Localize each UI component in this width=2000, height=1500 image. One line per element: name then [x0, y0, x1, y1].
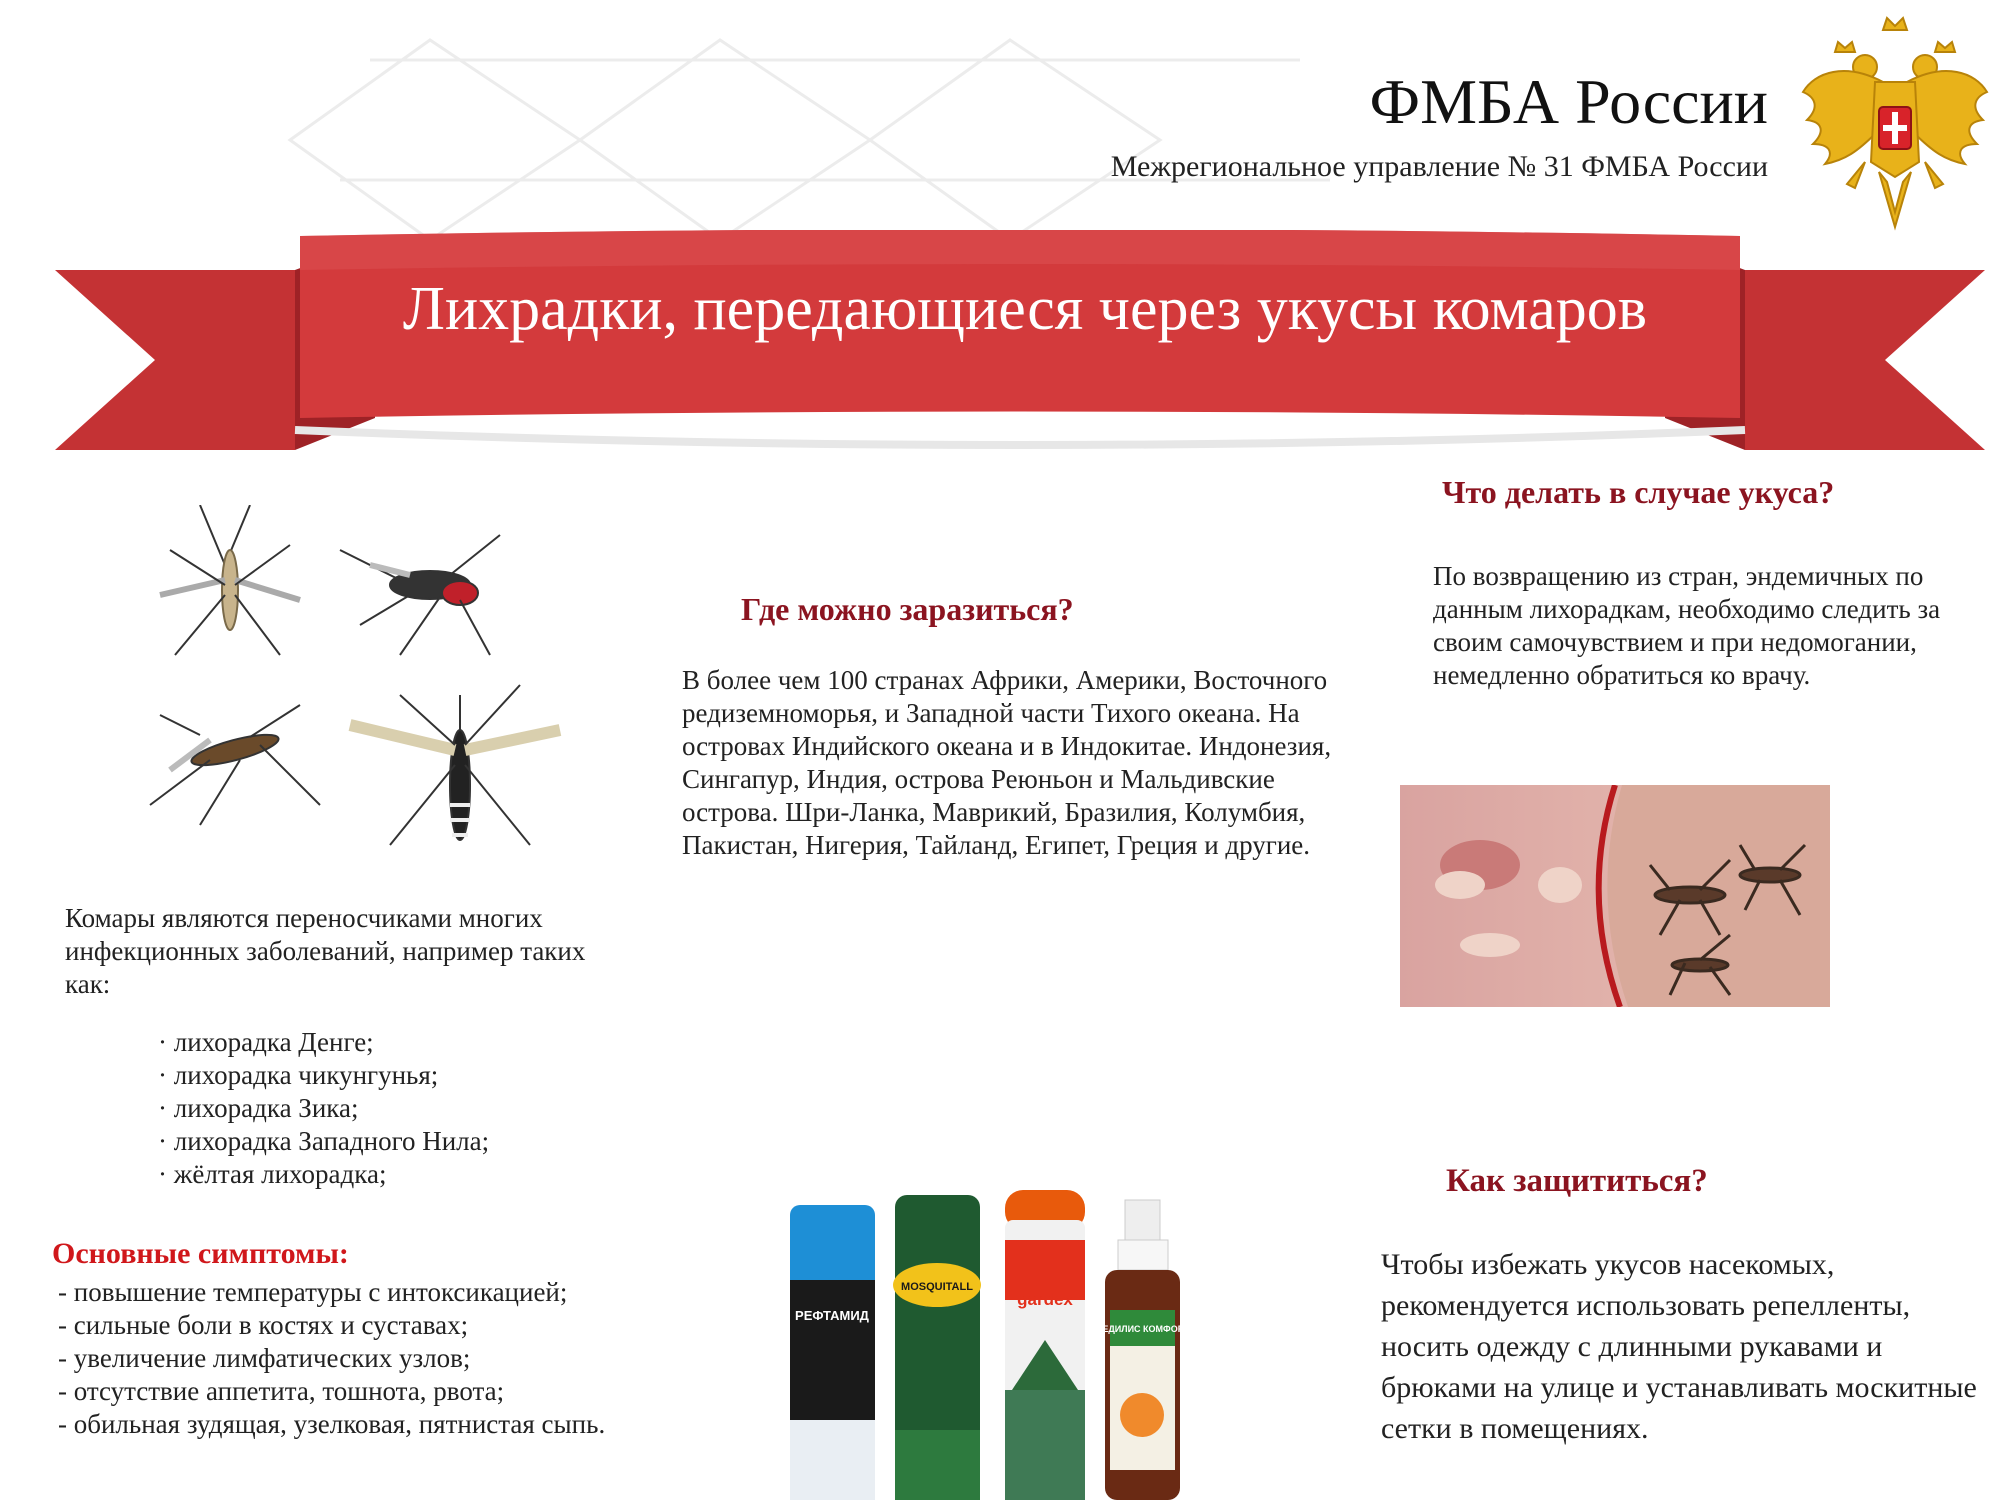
- product-label: РЕФТАМИД: [795, 1308, 869, 1323]
- organization-title: ФМБА России: [1369, 66, 1768, 137]
- organization-subtitle: Межрегиональное управление № 31 ФМБА России: [1110, 150, 1768, 183]
- list-item: - увеличение лимфатических узлов;: [58, 1343, 471, 1373]
- bite-heading: Что делать в случае укуса?: [1442, 474, 1835, 510]
- product-label: gardex: [1017, 1290, 1073, 1309]
- mosquito-bite-photo: [1400, 785, 1830, 1007]
- emblem-eagle-icon: [1795, 12, 1995, 237]
- product-label: МЕДИЛИС КОМФОРТ: [1094, 1324, 1190, 1334]
- carriers-intro: Комары являются переносчиками многих инфекционных заболеваний, например таких как:: [65, 903, 586, 999]
- list-item: · лихорадка Зика;: [158, 1093, 359, 1123]
- protect-heading: Как защититься?: [1446, 1163, 1708, 1199]
- list-item: - повышение температуры с интоксикацией;: [58, 1277, 568, 1307]
- list-item: · лихорадка Денге;: [158, 1027, 374, 1057]
- list-item: - отсутствие аппетита, тошнота, рвота;: [58, 1376, 505, 1406]
- list-item: · лихорадка Западного Нила;: [158, 1126, 490, 1156]
- list-item: · лихорадка чикунгунья;: [158, 1060, 439, 1090]
- bite-text: По возвращению из стран, эндемичных по данным лихорадкам, необходимо следить за своим самочувствием и при недомогании, немедленно обратиться ко врачу.: [1433, 561, 1941, 690]
- title-ribbon: [55, 230, 1985, 465]
- symptoms-list: [58, 1276, 605, 1441]
- list-item: · жёлтая лихорадка;: [158, 1159, 387, 1189]
- mosquito-illustration: [140, 505, 575, 880]
- where-heading: Где можно заразиться?: [741, 591, 1074, 627]
- product-can-gardex: [1005, 1190, 1085, 1500]
- product-can-reftamid: [790, 1205, 875, 1500]
- protect-text: Чтобы избежать укусов насекомых, рекомендуется использовать репелленты, носить одежду с длинными рукавами и брюками на улице и устанавливать москитные сетки в помещениях.: [1381, 1248, 1977, 1445]
- product-can-mosquitall: [893, 1195, 981, 1500]
- list-item: - обильная зудящая, узелковая, пятнистая сыпь.: [58, 1409, 606, 1439]
- where-text: В более чем 100 странах Африки, Америки, Восточного редиземноморья, и Западной части Тихого океана. На островах Индийского океана и в Индокитае. Индонезия, Сингапур, Индия, острова Реюньон и Мальдивские острова. Шри-Ланка, Маврикий, Бразилия, Колумбия, Пакистан, Нигерия, Тайланд, Египет, Греция и другие.: [682, 665, 1332, 860]
- symptoms-heading: Основные симптомы:: [52, 1237, 349, 1270]
- product-bottle-medilis: [1095, 1200, 1190, 1500]
- page-title: Лихрадки, передающиеся через укусы комаров: [402, 275, 1648, 343]
- repellent-products: [780, 1190, 1210, 1500]
- disease-list: [158, 1026, 489, 1191]
- list-item: - сильные боли в костях и суставах;: [58, 1310, 469, 1340]
- product-label: MOSQUITALL: [901, 1281, 973, 1293]
